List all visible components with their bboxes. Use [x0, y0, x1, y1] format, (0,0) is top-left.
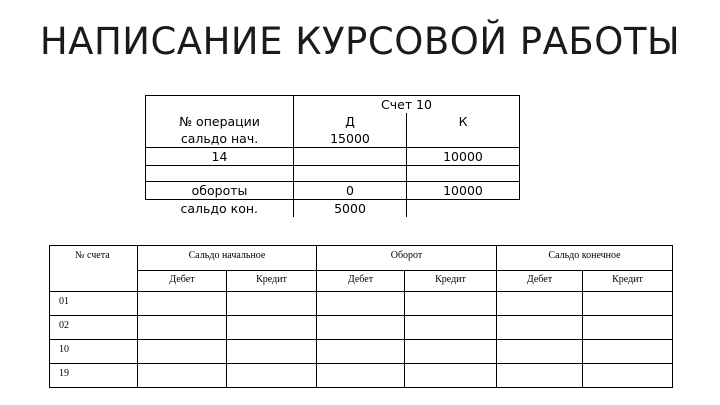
table-cell [405, 364, 497, 388]
opening-credit-header: Кредит [227, 271, 317, 292]
table-cell [227, 292, 317, 316]
table-cell [138, 292, 227, 316]
operation-debit [294, 148, 407, 166]
turnover-debit-header: Дебет [317, 271, 405, 292]
table-cell [583, 340, 673, 364]
table-cell [317, 340, 405, 364]
opening-balance-header: Сальдо начальное [138, 246, 317, 271]
turnover-debit: 0 [294, 182, 407, 200]
account-table-corner [146, 96, 294, 114]
table-cell [497, 340, 583, 364]
table-cell [138, 316, 227, 340]
table-cell [138, 364, 227, 388]
table-cell [317, 292, 405, 316]
table-cell [497, 364, 583, 388]
table-cell [317, 364, 405, 388]
table-cell [317, 316, 405, 340]
table-cell [583, 364, 673, 388]
account-number: 01 [50, 292, 138, 316]
opening-balance-credit [407, 130, 520, 148]
table-cell [583, 316, 673, 340]
page-title: НАПИСАНИЕ КУРСОВОЙ РАБОТЫ [39, 20, 681, 63]
account-number-header: № счета [50, 246, 138, 292]
operation-credit: 10000 [407, 148, 520, 166]
table-row [50, 364, 673, 388]
table-row [50, 316, 673, 340]
balance-sheet-table [49, 245, 673, 388]
op-number-header: № операции [146, 113, 294, 130]
table-row [50, 292, 673, 316]
account-t-table [145, 95, 520, 217]
closing-balance-label: сальдо кон. [146, 200, 294, 218]
table-cell [497, 292, 583, 316]
account-label: Счет 10 [294, 96, 520, 114]
table-cell [227, 340, 317, 364]
closing-balance-header: Сальдо конечное [497, 246, 673, 271]
closing-balance-credit [407, 200, 520, 218]
table-cell [405, 340, 497, 364]
closing-balance-debit: 5000 [294, 200, 407, 218]
table-cell [405, 292, 497, 316]
turnover-credit: 10000 [407, 182, 520, 200]
empty-cell [407, 166, 520, 182]
turnover-credit-header: Кредит [405, 271, 497, 292]
operation-number: 14 [146, 148, 294, 166]
opening-balance-debit: 15000 [294, 130, 407, 148]
table-cell [583, 292, 673, 316]
table-cell [227, 364, 317, 388]
credit-header: К [407, 113, 520, 130]
debit-header: Д [294, 113, 407, 130]
table-cell [138, 340, 227, 364]
opening-balance-label: сальдо нач. [146, 130, 294, 148]
closing-debit-header: Дебет [497, 271, 583, 292]
table-row [50, 340, 673, 364]
account-number: 02 [50, 316, 138, 340]
table-cell [497, 316, 583, 340]
account-number: 19 [50, 364, 138, 388]
turnover-header: Оборот [317, 246, 497, 271]
turnover-label: обороты [146, 182, 294, 200]
table-cell [227, 316, 317, 340]
account-number: 10 [50, 340, 138, 364]
closing-credit-header: Кредит [583, 271, 673, 292]
empty-cell [294, 166, 407, 182]
opening-debit-header: Дебет [138, 271, 227, 292]
empty-cell [146, 166, 294, 182]
table-cell [405, 316, 497, 340]
